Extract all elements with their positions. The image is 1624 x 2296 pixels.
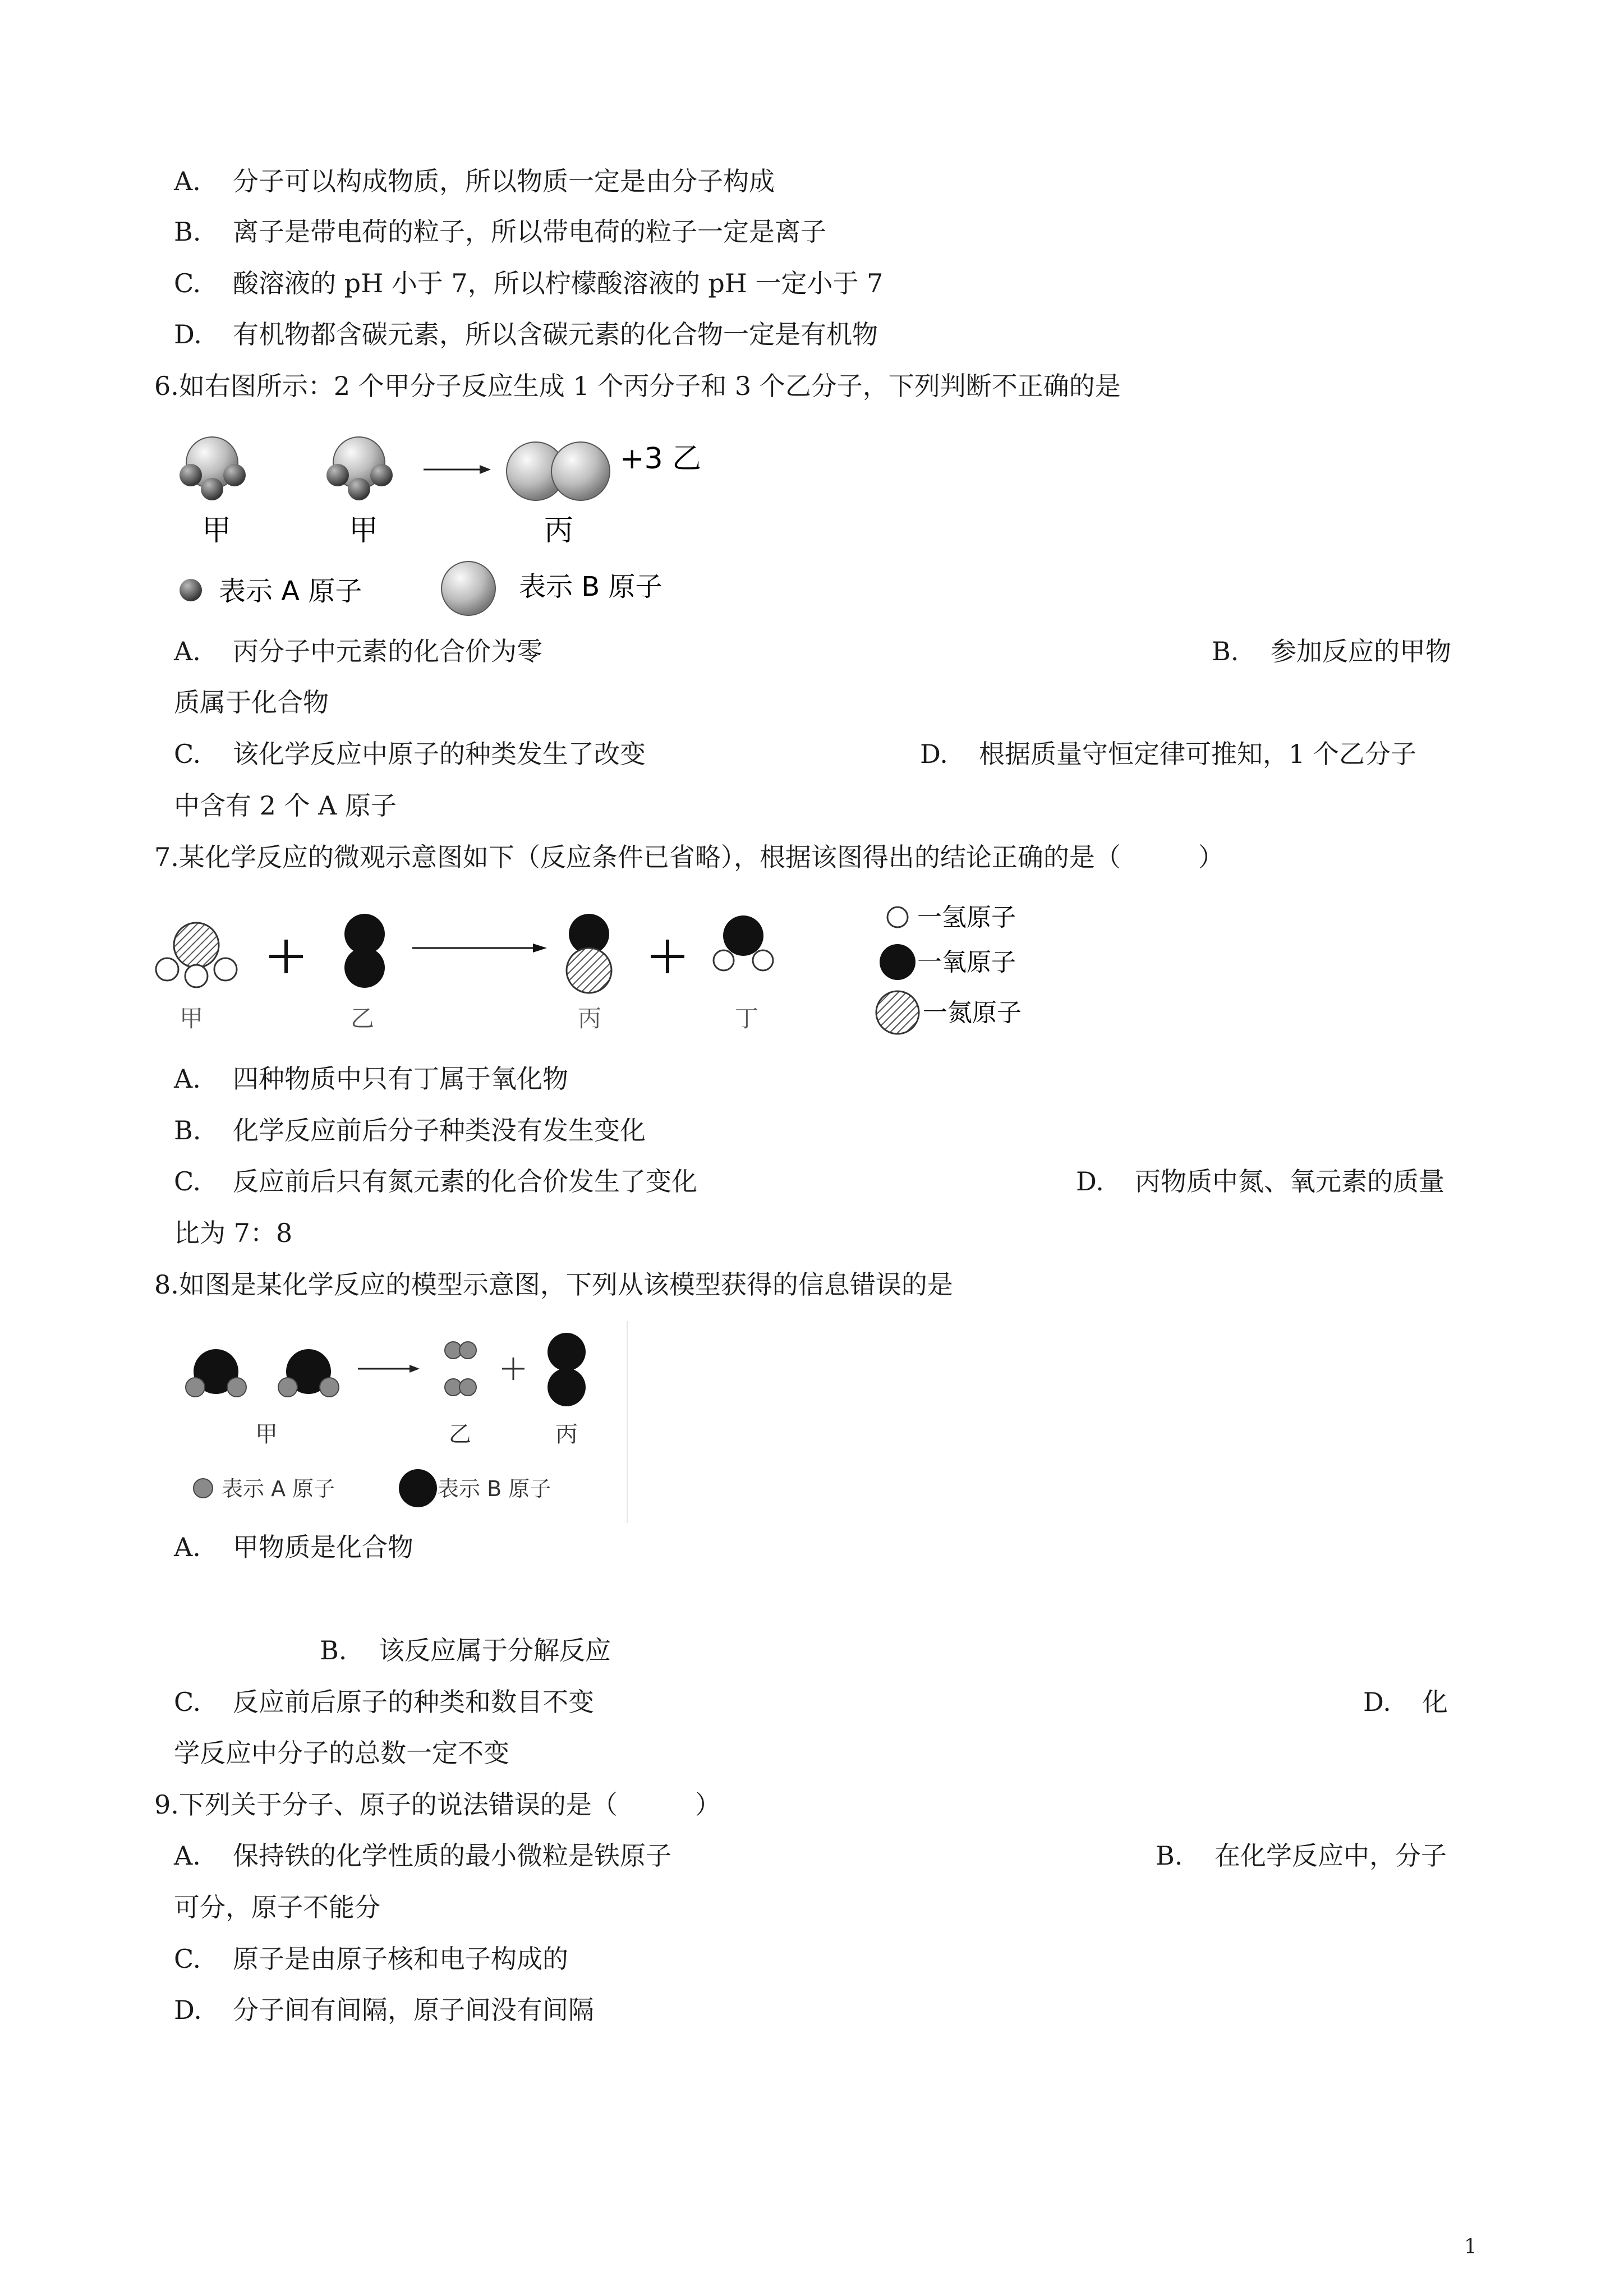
- q6-option-b-cont: 质属于化合物: [174, 687, 329, 717]
- q8-option-b: B. 该反应属于分解反应: [320, 1635, 611, 1665]
- q6-jia-molecule-2: [326, 437, 393, 500]
- q6-stem: 6.如右图所示：2 个甲分子反应生成 1 个丙分子和 3 个乙分子，下列判断不正确的是: [154, 371, 1121, 401]
- q7-ding-molecule: [714, 915, 773, 970]
- q5-option-d: D. 有机物都含碳元素，所以含碳元素的化合物一定是有机物: [174, 319, 878, 349]
- q7-option-c: C. 反应前后只有氮元素的化合价发生了变化: [174, 1166, 697, 1197]
- q9-option-b: B. 在化学反应中，分子: [1156, 1841, 1447, 1871]
- q6-jia-molecule-1: [180, 437, 246, 500]
- q8-bing-label: 丙: [555, 1421, 578, 1447]
- q8-yi-molecules: [445, 1342, 476, 1396]
- q8-legend-a: 表示 A 原子: [222, 1476, 335, 1501]
- atom-b-legend-icon: [399, 1469, 437, 1507]
- q9-option-b-cont: 可分，原子不能分: [174, 1892, 380, 1922]
- q6-bing-molecule: [507, 442, 610, 500]
- q6-option-b: B. 参加反应的甲物: [1212, 636, 1451, 666]
- q8-legend-b: 表示 B 原子: [438, 1476, 551, 1501]
- q7-legend-o: 一氧原子: [917, 948, 1016, 977]
- q7-option-d: D. 丙物质中氮、氧元素的质量: [1076, 1166, 1444, 1197]
- atom-b-legend-icon: [441, 562, 495, 615]
- q7-bing-label: 丙: [578, 1005, 602, 1032]
- q6-option-d: D. 根据质量守恒定律可推知，1 个乙分子: [920, 739, 1416, 769]
- q8-bing-molecule: [548, 1333, 586, 1406]
- q7-option-a: A. 四种物质中只有丁属于氧化物: [174, 1064, 568, 1094]
- q9-option-d: D. 分子间有间隔，原子间没有间隔: [174, 1995, 594, 2025]
- q7-option-d-cont: 比为 7：8: [174, 1218, 293, 1248]
- q6-option-d-cont: 中含有 2 个 A 原子: [174, 790, 397, 821]
- atom-a-legend-icon: [194, 1479, 213, 1498]
- q8-option-a: A. 甲物质是化合物: [174, 1532, 413, 1562]
- hydrogen-atom-legend-icon: [887, 907, 908, 927]
- q5-option-b: B. 离子是带电荷的粒子，所以带电荷的粒子一定是离子: [174, 217, 826, 247]
- reaction-arrow-icon: [424, 465, 491, 474]
- q9-stem: 9.下列关于分子、原子的说法错误的是（ ）: [154, 1789, 721, 1820]
- plus-icon: [269, 940, 303, 973]
- q8-jia-molecule-2: [278, 1349, 339, 1397]
- q5-option-c: C. 酸溶液的 pH 小于 7，所以柠檬酸溶液的 pH 一定小于 7: [174, 268, 884, 298]
- oxygen-atom-legend-icon: [880, 944, 915, 980]
- q5-option-a: A. 分子可以构成物质，所以物质一定是由分子构成: [174, 166, 775, 196]
- q8-option-c: C. 反应前后原子的种类和数目不变: [174, 1687, 594, 1717]
- q6-jia-label-1: 甲: [202, 514, 232, 547]
- q7-stem: 7.某化学反应的微观示意图如下（反应条件已省略），根据该图得出的结论正确的是（ ）: [154, 842, 1224, 872]
- q7-yi-molecule: [344, 914, 385, 988]
- q7-ding-label: 丁: [735, 1005, 759, 1032]
- q6-jia-label-2: 甲: [349, 514, 379, 547]
- q9-option-a: A. 保持铁的化学性质的最小微粒是铁原子: [174, 1841, 671, 1871]
- q6-figure: [168, 418, 729, 625]
- nitrogen-atom-legend-icon: [876, 991, 919, 1034]
- q6-legend-b: 表示 B 原子: [519, 571, 663, 602]
- q9-option-c: C. 原子是由原子核和电子构成的: [174, 1944, 568, 1974]
- q8-option-d: D. 化: [1363, 1687, 1448, 1717]
- q7-option-b: B. 化学反应前后分子种类没有发生变化: [174, 1115, 646, 1145]
- reaction-arrow-icon: [358, 1365, 420, 1373]
- q7-legend-h: 一氢原子: [917, 903, 1016, 932]
- q7-jia-molecule: [156, 923, 237, 987]
- q8-option-d-cont: 学反应中分子的总数一定不变: [174, 1738, 509, 1768]
- page-number: 1: [1464, 2235, 1477, 2258]
- q7-yi-label: 乙: [351, 1005, 375, 1032]
- q8-figure: [174, 1321, 634, 1523]
- plus-icon: [651, 940, 684, 973]
- q6-bing-label: 丙: [544, 514, 574, 547]
- q6-option-a: A. 丙分子中元素的化合价为零: [174, 636, 542, 666]
- q6-option-c: C. 该化学反应中原子的种类发生了改变: [174, 739, 646, 769]
- q7-bing-molecule: [567, 914, 611, 993]
- plus-icon: [502, 1358, 525, 1380]
- q7-jia-label: 甲: [180, 1005, 204, 1032]
- atom-a-legend-icon: [180, 579, 202, 601]
- q8-stem: 8.如图是某化学反应的模型示意图，下列从该模型获得的信息错误的是: [154, 1269, 953, 1300]
- q6-plus-yi: +3 乙: [620, 442, 702, 476]
- q8-yi-label: 乙: [449, 1421, 471, 1447]
- q8-jia-label: 甲: [255, 1421, 278, 1447]
- reaction-arrow-icon: [412, 944, 547, 953]
- q6-legend-a: 表示 A 原子: [219, 576, 362, 607]
- q8-jia-molecule-1: [186, 1349, 246, 1397]
- q7-legend-n: 一氮原子: [923, 999, 1022, 1027]
- q7-figure: [151, 898, 1066, 1043]
